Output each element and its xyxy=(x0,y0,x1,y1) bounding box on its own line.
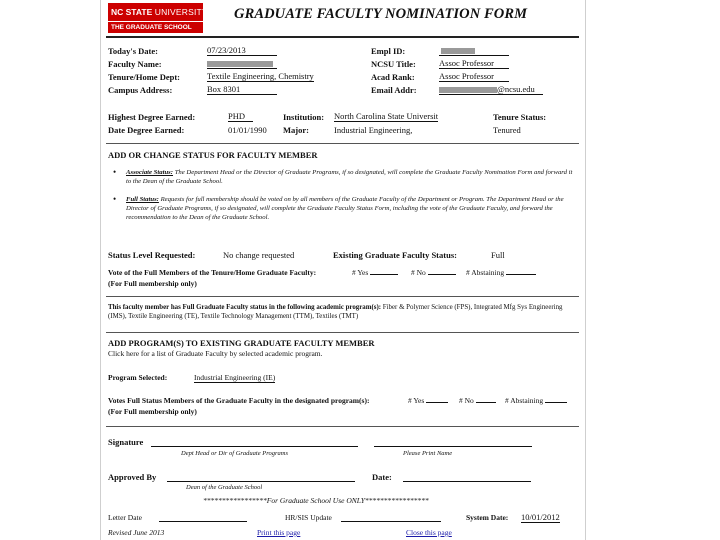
faculty-name-value xyxy=(207,59,277,69)
associate-status-text: Associate Status: The Department Head or the Director of Graduate Programs, if so designated, will complete the Graduate Faculty Nomination Form and forward it to the Dean of the Graduate School. xyxy=(126,169,573,185)
program-selected-label: Program Selected: xyxy=(108,373,168,382)
date-degree-value: 01/01/1990 xyxy=(228,125,267,135)
faculty-list-link[interactable]: Click here for a list of Graduate Faculty by selected academic program. xyxy=(108,349,323,358)
print-page-link[interactable]: Print this page xyxy=(257,528,301,537)
section-divider xyxy=(106,332,579,333)
tenure-status-value: Tenured xyxy=(493,125,521,135)
program-selected-value: Industrial Engineering (IE) xyxy=(194,373,276,382)
title-divider xyxy=(106,36,579,38)
ncsu-title-label: NCSU Title: xyxy=(371,59,416,69)
close-page-link[interactable]: Close this page xyxy=(406,528,452,537)
empl-id-label: Empl ID: xyxy=(371,46,406,56)
existing-status-value: Full xyxy=(491,250,505,260)
bullet: • xyxy=(113,194,117,204)
program-vote-label: Votes Full Status Members of the Graduate Faculty in the designated program(s): xyxy=(108,396,370,405)
program-vote-abstain: # Abstaining xyxy=(505,396,567,405)
system-date-value: 10/01/2012 xyxy=(521,512,560,522)
campus-address-label: Campus Address: xyxy=(108,85,173,95)
hr-update-line xyxy=(341,521,441,522)
acad-rank-value: Assoc Professor xyxy=(439,72,509,82)
existing-programs-text: This faculty member has Full Graduate Faculty status in the following academic program(s): Fiber & Polymer Science (FPS), Integrated Mfg Sys Engineering (IMS), Textile Engineering (TE), Textile Technology Management (TTM), Textiles (TMT) xyxy=(108,304,563,320)
approval-date-label: Date: xyxy=(372,472,392,482)
revised-date: Revised June 2013 xyxy=(108,528,165,537)
acad-rank-label: Acad Rank: xyxy=(371,72,415,82)
tenure-vote-note: (For Full membership only) xyxy=(108,279,197,288)
section-divider xyxy=(106,426,579,427)
faculty-name-label: Faculty Name: xyxy=(108,59,162,69)
signature-label: Signature xyxy=(108,437,144,447)
letter-date-label: Letter Date xyxy=(108,513,142,522)
status-requested-label: Status Level Requested: xyxy=(108,250,196,260)
institution-label: Institution: xyxy=(283,112,325,122)
print-name-line xyxy=(374,446,532,447)
program-vote-no: # No xyxy=(459,396,496,405)
dept-head-caption: Dept Head or Dir of Graduate Programs xyxy=(181,450,289,457)
tenure-vote-abstain: # Abstaining xyxy=(466,268,536,277)
full-status-text: Full Status: Requests for full membership should be voted on by all members of the Graduate Faculty of the Department or Program. The Department Head or the Director of Graduate Programs, if so designated, will complete the Graduate Faculty Status Form, including the vote of the Graduate Faculty, and forward the recommendation to the Dean of the Graduate School. xyxy=(126,196,564,221)
graduate-school-use-banner: *****************For Graduate School Use ONLY***************** xyxy=(203,496,429,505)
ncsu-title-value: Assoc Professor xyxy=(439,59,509,69)
letter-date-line xyxy=(159,521,247,522)
dept-value: Textile Engineering, Chemistry xyxy=(207,71,314,81)
status-section-title: ADD OR CHANGE STATUS FOR FACULTY MEMBER xyxy=(108,150,318,160)
tenure-status-label: Tenure Status: xyxy=(493,112,547,122)
approved-by-line xyxy=(167,481,355,482)
email-value: @ncsu.edu xyxy=(439,85,543,95)
add-program-title: ADD PROGRAM(S) TO EXISTING GRADUATE FACULTY MEMBER xyxy=(108,338,375,348)
hr-update-label: HR/SIS Update xyxy=(285,513,332,522)
section-divider xyxy=(106,143,579,144)
program-vote-note: (For Full membership only) xyxy=(108,407,197,416)
institution-value: North Carolina State Universit xyxy=(334,111,439,121)
campus-address-value: Box 8301 xyxy=(207,85,277,95)
highest-degree-label: Highest Degree Earned: xyxy=(108,112,196,122)
bullet: • xyxy=(113,167,117,177)
signature-line xyxy=(151,446,358,447)
dept-label: Tenure/Home Dept: xyxy=(108,72,181,82)
approval-date-line xyxy=(403,481,531,482)
program-vote-yes: # Yes xyxy=(408,396,448,405)
todays-date-value: 07/23/2013 xyxy=(207,46,277,56)
form-title: GRADUATE FACULTY NOMINATION FORM xyxy=(234,6,528,22)
tenure-vote-label: Vote of the Full Members of the Tenure/Home Graduate Faculty: xyxy=(108,268,317,277)
tenure-vote-no: # No xyxy=(411,268,456,277)
system-date-label: System Date: xyxy=(466,513,509,522)
empl-id-value xyxy=(439,46,509,56)
highest-degree-value: PHD xyxy=(228,112,253,122)
print-name-caption: Please Print Name xyxy=(403,450,453,457)
graduate-school-logo: THE GRADUATE SCHOOL xyxy=(108,22,203,33)
major-label: Major: xyxy=(283,125,309,135)
status-requested-value: No change requested xyxy=(223,250,295,260)
major-value: Industrial Engineering, xyxy=(334,125,413,135)
section-divider xyxy=(106,296,579,297)
ncstate-logo: NC STATE UNIVERSITY xyxy=(108,3,203,21)
approved-by-label: Approved By xyxy=(108,472,157,482)
dean-caption: Dean of the Graduate School xyxy=(186,484,263,491)
nomination-form-page xyxy=(100,0,586,540)
todays-date-label: Today's Date: xyxy=(108,46,158,56)
existing-status-label: Existing Graduate Faculty Status: xyxy=(333,250,457,260)
email-label: Email Addr: xyxy=(371,85,417,95)
tenure-vote-yes: # Yes xyxy=(352,268,398,277)
date-degree-label: Date Degree Earned: xyxy=(108,125,185,135)
